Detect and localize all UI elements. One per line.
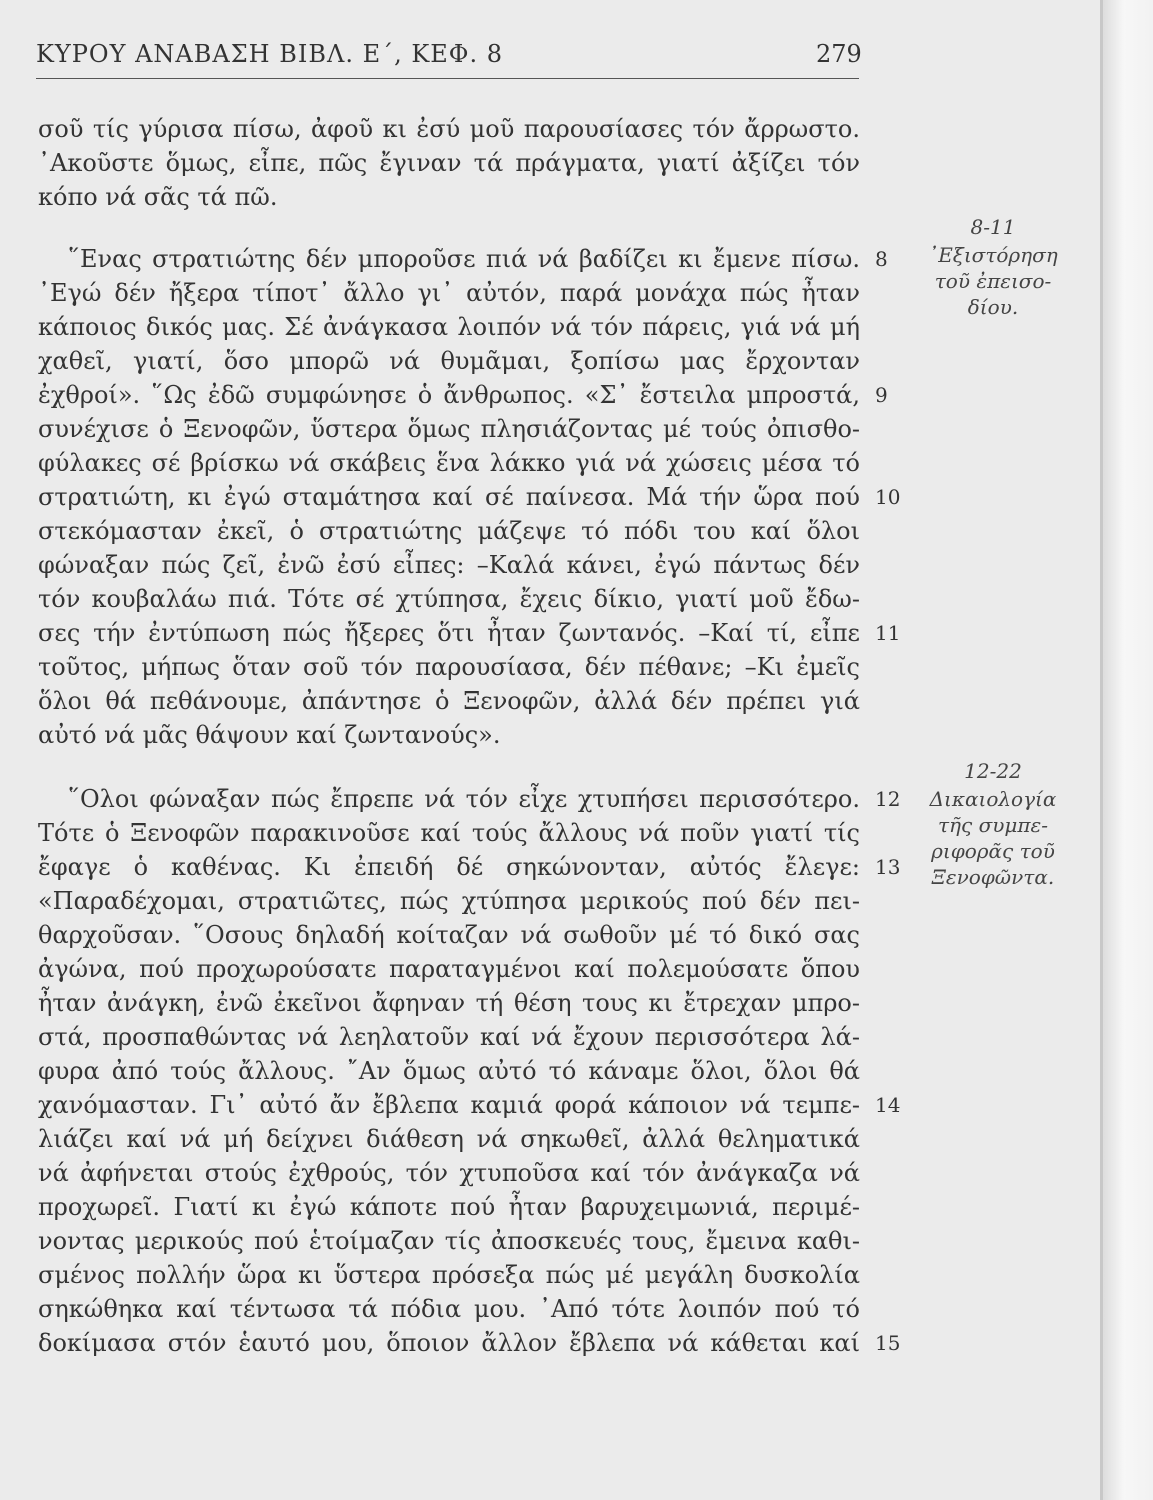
text-line: νά ἀφήνεται στούς ἐχθρούς, τόν χτυποῦσα καί τόν ἀνάγκαζα νά bbox=[38, 1159, 860, 1187]
text-line: ῞Ενας στρατιώτης δέν μποροῦσε πιά νά βαδίζει κι ἔμενε πίσω. bbox=[68, 245, 860, 273]
text-line: Τότε ὁ Ξενοφῶν παρακινοῦσε καί τούς ἄλλους νά ποῦν γιατί τίς bbox=[38, 819, 860, 847]
text-line: συνέχισε ὁ Ξενοφῶν, ὕστερα ὅμως πλησιάζοντας μέ τούς ὀπισθο- bbox=[38, 415, 860, 443]
margin-note-line: τῆς συμπε- bbox=[937, 813, 1049, 837]
section-number: 10 bbox=[875, 485, 901, 509]
text-line: ἦταν ἀνάγκη, ἐνῶ ἐκεῖνοι ἄφηναν τή θέση τους κι ἔτρεχαν μπρο- bbox=[38, 989, 860, 1017]
text-line: χανόμασταν. Γι᾽ αὐτό ἄν ἔβλεπα καμιά φορά κάποιον νά τεμπε- bbox=[38, 1091, 860, 1119]
section-number: 13 bbox=[875, 855, 901, 879]
text-line: κόπο νά σᾶς τά πῶ. bbox=[38, 183, 278, 211]
text-line: στεκόμασταν ἐκεῖ, ὁ στρατιώτης μάζεψε τό πόδι του καί ὅλοι bbox=[38, 517, 860, 545]
text-line: φυρα ἀπό τούς ἄλλους. ῎Αν ὅμως αὐτό τό κάναμε ὅλοι, ὅλοι θά bbox=[38, 1057, 860, 1085]
header-rule bbox=[36, 78, 859, 79]
text-line: σμένος πολλήν ὥρα κι ὕστερα πρόσεξα πώς μέ μεγάλη δυσκολία bbox=[38, 1261, 860, 1289]
text-line: στρατιώτη, κι ἐγώ σταμάτησα καί σέ παίνεσα. Μά τήν ὥρα πού bbox=[38, 483, 860, 511]
text-line: τοῦτος, μήπως ὅταν σοῦ τόν παρουσίασα, δέν πέθανε; –Κι ἐμεῖς bbox=[38, 653, 860, 681]
section-number: 9 bbox=[875, 383, 888, 407]
text-line: κάποιος δικός μας. Σέ ἀνάγκασα λοιπόν νά τόν πάρεις, γιά νά μή bbox=[38, 313, 860, 341]
text-line: ἀγώνα, πού προχωρούσατε παραταγμένοι καί πολεμούσατε ὅπου bbox=[38, 955, 860, 983]
text-line: φύλακες σέ βρίσκω νά σκάβεις ἕνα λάκκο γιά νά χώσεις μέσα τό bbox=[38, 449, 860, 477]
text-line: ᾽Εγώ δέν ἤξερα τίποτ᾽ ἄλλο γι᾽ αὐτόν, παρά μονάχα πώς ἦταν bbox=[38, 279, 860, 307]
text-line: αὐτό νά μᾶς θάψουν καί ζωντανούς». bbox=[38, 721, 501, 749]
book-spine-shadow bbox=[1100, 0, 1153, 1500]
text-line: σοῦ τίς γύρισα πίσω, ἀφοῦ κι ἐσύ μοῦ παρουσίασες τόν ἄρρωστο. bbox=[38, 115, 860, 143]
section-number: 8 bbox=[875, 247, 888, 271]
text-line: ᾽Ακοῦστε ὅμως, εἶπε, πῶς ἔγιναν τά πράγματα, γιατί ἀξίζει τόν bbox=[38, 149, 860, 177]
section-number: 15 bbox=[875, 1331, 901, 1355]
text-line: φώναξαν πώς ζεῖ, ἐνῶ ἐσύ εἶπες: –Καλά κάνει, ἐγώ πάντως δέν bbox=[38, 551, 860, 579]
page-edge bbox=[1100, 0, 1103, 1500]
text-line: ῞Ολοι φώναξαν πώς ἔπρεπε νά τόν εἶχε χτυπήσει περισσότερο. bbox=[68, 785, 860, 813]
section-number: 11 bbox=[875, 621, 901, 645]
text-line: στά, προσπαθώντας νά λεηλατοῦν καί νά ἔχουν περισσότερα λά- bbox=[38, 1023, 860, 1051]
running-header-title: ΚΥΡΟΥ ΑΝΑΒΑΣΗ ΒΙΒΛ. Ε΄, ΚΕΦ. 8 bbox=[36, 40, 504, 68]
margin-note-range: 8-11 bbox=[970, 215, 1016, 239]
text-line: νοντας μερικούς πού ἑτοίμαζαν τίς ἀποσκευές τους, ἔμεινα καθι- bbox=[38, 1227, 860, 1255]
page-number: 279 bbox=[816, 40, 862, 68]
margin-note-line: Ξενοφῶντα. bbox=[931, 865, 1055, 889]
section-number: 12 bbox=[875, 787, 901, 811]
text-line: «Παραδέχομαι, στρατιῶτες, πώς χτύπησα μερικούς πού δέν πει- bbox=[38, 887, 860, 915]
text-line: τόν κουβαλάω πιά. Τότε σέ χτύπησα, ἔχεις δίκιο, γιατί μοῦ ἔδω- bbox=[38, 585, 860, 613]
text-line: προχωρεῖ. Γιατί κι ἐγώ κάποτε πού ἦταν βαρυχειμωνιά, περιμέ- bbox=[38, 1193, 860, 1221]
margin-note-range: 12-22 bbox=[964, 759, 1022, 783]
margin-note-line: ᾽Εξιστόρηση bbox=[928, 243, 1058, 267]
text-line: σες τήν ἐντύπωση πώς ἤξερες ὅτι ἦταν ζωντανός. –Καί τί, εἶπε bbox=[38, 619, 860, 647]
text-line: δοκίμασα στόν ἑαυτό μου, ὅποιον ἄλλον ἔβλεπα νά κάθεται καί bbox=[38, 1329, 860, 1357]
margin-note-line: τοῦ ἐπεισο- bbox=[934, 269, 1052, 293]
text-line: ἔφαγε ὁ καθένας. Κι ἐπειδή δέ σηκώνονταν, αὐτός ἔλεγε: bbox=[38, 853, 860, 881]
text-line: λιάζει καί νά μή δείχνει διάθεση νά σηκωθεῖ, ἀλλά θεληματικά bbox=[38, 1125, 860, 1153]
margin-note-line: δίου. bbox=[967, 295, 1019, 319]
section-number: 14 bbox=[875, 1093, 901, 1117]
margin-note-line: Δικαιολογία bbox=[929, 787, 1057, 811]
text-line: σηκώθηκα καί τέντωσα τά πόδια μου. ᾽Από τότε λοιπόν πού τό bbox=[38, 1295, 860, 1323]
margin-note-line: ριφορᾶς τοῦ bbox=[931, 839, 1055, 863]
text-line: ἐχθροί». ῞Ως ἐδῶ συμφώνησε ὁ ἄνθρωπος. «Σ᾽ ἔστειλα μπροστά, bbox=[38, 381, 860, 409]
text-line: χαθεῖ, γιατί, ὅσο μπορῶ νά θυμᾶμαι, ξοπίσω μας ἔρχονταν bbox=[38, 347, 860, 375]
text-line: θαρχοῦσαν. ῞Οσους δηλαδή κοίταζαν νά σωθοῦν μέ τό δικό σας bbox=[38, 921, 860, 949]
text-line: ὅλοι θά πεθάνουμε, ἀπάντησε ὁ Ξενοφῶν, ἀλλά δέν πρέπει γιά bbox=[38, 687, 860, 715]
